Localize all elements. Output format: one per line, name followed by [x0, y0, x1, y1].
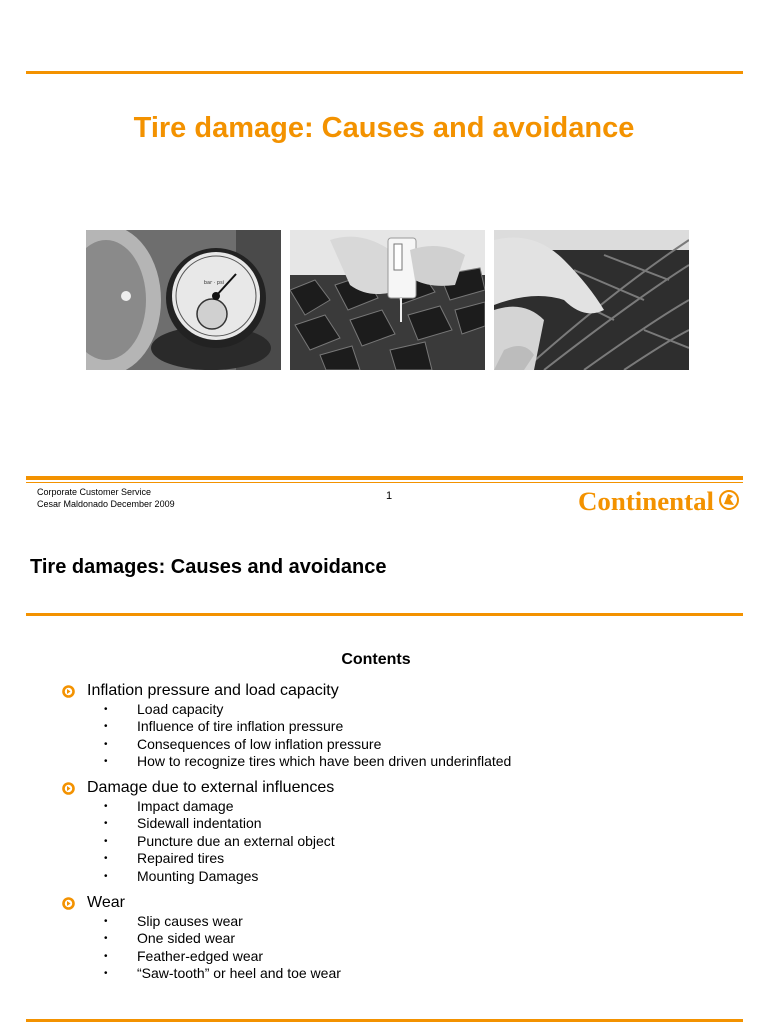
svg-text:bar · psi: bar · psi	[203, 280, 225, 286]
bullet-dot-icon: •	[104, 704, 108, 715]
section-heading	[62, 893, 742, 913]
bullet-dot-icon: •	[104, 721, 108, 733]
footer-department: Corporate Customer Service	[37, 487, 152, 497]
list-item: • Repaired tires	[104, 850, 225, 867]
bullet-dot-icon: •	[104, 916, 108, 927]
list-item: • “Saw-tooth” or heel and toe wear	[104, 965, 341, 982]
section-wear	[62, 893, 742, 983]
contents-heading: Contents	[341, 651, 411, 668]
svg-text:Continental: Continental	[578, 487, 714, 516]
continental-logo	[578, 484, 742, 518]
bullet-dot-icon: •	[104, 801, 108, 812]
bullet-dot-icon: •	[104, 835, 108, 847]
bottom-rule	[26, 1019, 743, 1022]
list-item: • Influence of tire inflation pressure	[104, 718, 344, 735]
bullet-dot-icon: •	[104, 738, 108, 750]
bullet-dot-icon: •	[104, 853, 108, 865]
list-item: • One sided wear	[104, 930, 236, 947]
section-heading-label: Wear	[87, 894, 125, 911]
footer-rule-thick	[26, 476, 743, 480]
top-rule	[26, 71, 743, 74]
orange-arrow-bullet-icon	[62, 897, 75, 910]
bullet-dot-icon: •	[104, 968, 108, 980]
tire-tread-hand-icon	[494, 230, 689, 370]
section-items	[62, 798, 742, 885]
list-item: • How to recognize tires which have been driven underinflated	[104, 753, 512, 770]
contents-rule	[26, 613, 743, 616]
section-inflation	[62, 681, 742, 771]
section-items	[62, 913, 742, 983]
list-item: • Consequences of low inflation pressure	[104, 735, 382, 752]
bullet-dot-icon: •	[104, 933, 108, 945]
section-heading-label: Damage due to external influences	[87, 779, 335, 796]
photo-tire-tread-hand	[494, 230, 689, 370]
list-item: • Load capacity	[104, 701, 224, 717]
list-item: • Feather-edged wear	[104, 947, 264, 964]
photo-tread-depth-gauge	[290, 230, 485, 370]
bullet-dot-icon: •	[104, 950, 108, 962]
tread-depth-gauge-icon	[290, 230, 485, 370]
slide-title: Tire damage: Causes and avoidance	[133, 112, 635, 144]
list-item: • Impact damage	[104, 798, 234, 814]
section-heading-label: Inflation pressure and load capacity	[87, 682, 339, 699]
section-heading	[62, 681, 742, 701]
bullet-dot-icon: •	[104, 870, 108, 882]
photo-pressure-gauge	[86, 230, 281, 370]
pressure-gauge-icon	[86, 230, 281, 370]
footer-author-date: Cesar Maldonado December 2009	[37, 499, 175, 509]
footer-rule-thin	[26, 482, 743, 483]
list-item: • Puncture due an external object	[104, 832, 335, 849]
list-item: • Mounting Damages	[104, 867, 259, 884]
section-items	[62, 701, 742, 771]
orange-arrow-bullet-icon	[62, 782, 75, 795]
bullet-dot-icon: •	[104, 818, 108, 830]
contents-slide-title: Tire damages: Causes and avoidance	[30, 556, 387, 578]
section-external	[62, 778, 742, 885]
orange-arrow-bullet-icon	[62, 685, 75, 698]
section-heading	[62, 778, 742, 798]
list-item: • Slip causes wear	[104, 913, 243, 929]
list-item: • Sidewall indentation	[104, 815, 262, 832]
bullet-dot-icon: •	[104, 756, 108, 768]
page-number: 1	[386, 490, 393, 502]
